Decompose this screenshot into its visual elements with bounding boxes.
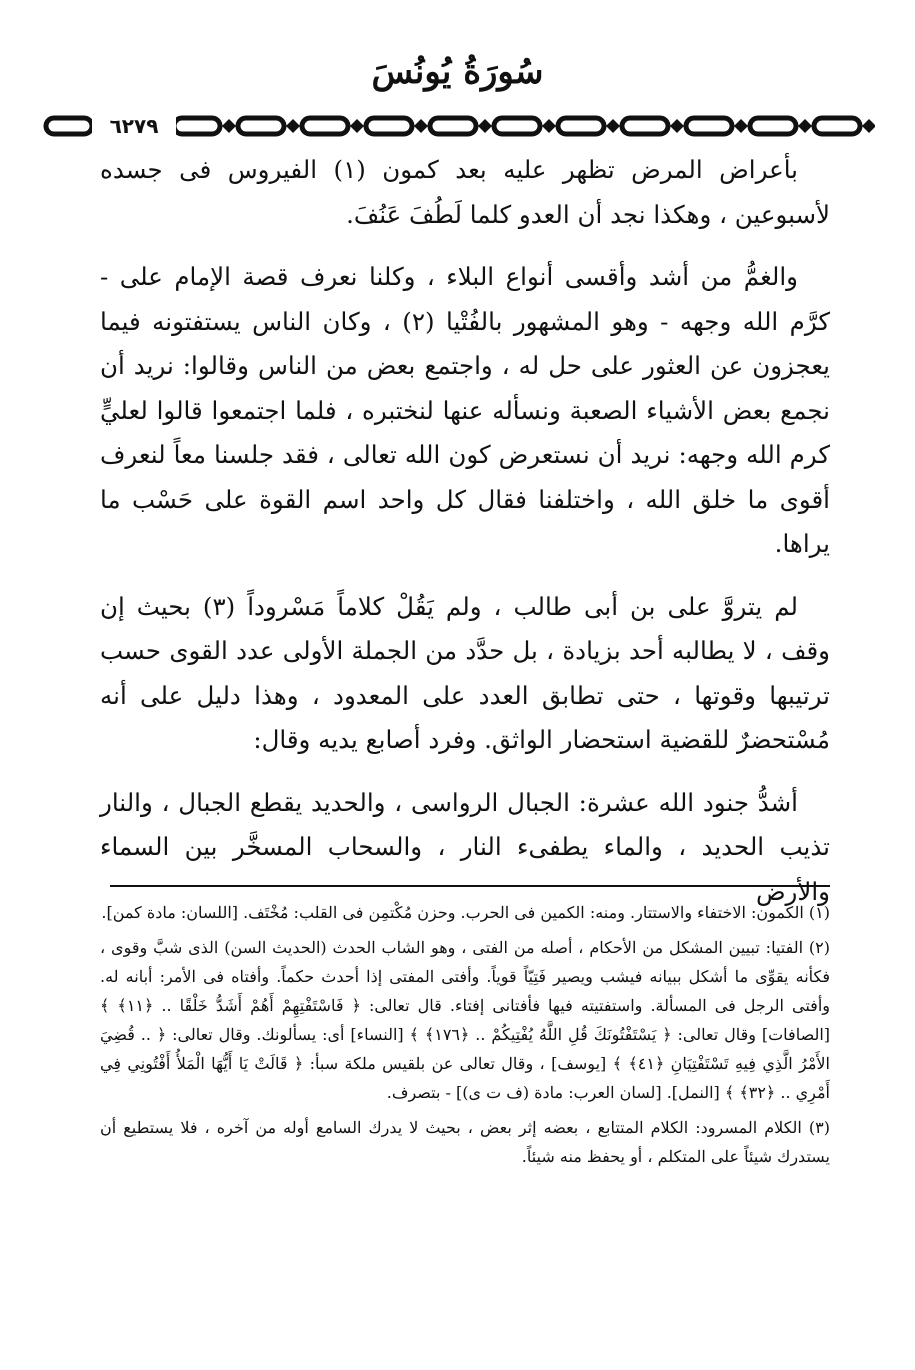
border-oval [494,118,540,134]
paragraph: بأعراض المرض تظهر عليه بعد كمون (١) الفيروس فى جسده لأسبوعين ، وهكذا نجد أن العدو كلما لَطُفَ عَنُفَ. [100,155,830,229]
border-diamond [350,119,364,133]
paragraph: والغمُّ من أشد وأقسى أنواع البلاء ، وكلنا نعرف قصة الإمام على - كرَّم الله وجهه - وهو المشهور بالفُتْيا (٢) ، وكان الناس يستفتونه فيما يعجزون عن العثور على حل له ، واجتمع بعض من الناس وقالوا: نريد أن نجمع بعض الأشياء الصعبة ونسأله عنها لنختبره ، فلما اجتمعوا قالوا لعليٍّ كرم الله وجهه: نريد أن نستعرض كون الله تعالى ، فقد جلسنا معاً لنعرف أقوى ما خلق الله ، واختلفنا فقال كل واحد اسم القوة على حَسْب ما يراها. [100,262,831,558]
border-oval [302,118,348,134]
border-oval [174,118,220,134]
border-oval [46,118,92,134]
border-diamond [222,119,236,133]
footnote: (١) الكمون: الاختفاء والاستتار. ومنه: الكمين فى الحرب. وحزن مُكْتمِن فى القلب: مُخْتَف. [اللسان: مادة كمن]. [101,903,830,922]
border-diamond [542,119,556,133]
surah-title: سُورَةُ يُونُسَ [371,52,544,92]
border-oval [366,118,412,134]
footnote-divider [110,885,830,887]
footnote: (٢) الفتيا: تبيين المشكل من الأحكام ، أصله من الفتى ، وهو الشاب الحدث (الحديث السن) الذى شبَّ وقوى ، فكأنه يقوِّى ما أشكل ببيانه فيشب ويصير فَتِيّاً قوياً. وأفتى المفتى إذا أحدث حكماً. وأفتاه فى الأمر: أبانه له. وأفتى الرجل فى المسألة. واستفتيته فيها فأفتانى إفتاء. قال تعالى: ﴿ فَاسْتَفْتِهِمْ أَهُمْ أَشَدُّ خَلْقًا .. ﴿١١﴾ ﴾ [الصافات] وقال تعالى: ﴿ يَسْتَفْتُونَكَ قُلِ اللَّهُ يُفْتِيكُمْ .. ﴿١٧٦﴾ ﴾ [النساء] أى: يسألونك. وقال تعالى: ﴿ .. قُضِيَ الأَمْرُ الَّذِي فِيهِ تَسْتَفْتِيَانِ ﴿٤١﴾ ﴾ [يوسف] ، وقال تعالى عن بلقيس ملكة سبأ: ﴿ قَالَتْ يَا أَيُّهَا الْمَلأُ أَفْتُونِي فِي أَمْرِي .. ﴿٣٢﴾ ﴾ [النمل]. [لسان العرب: مادة (ف ت ى)] - بتصرف. [100,938,831,1102]
paragraph: أشدُّ جنود الله عشرة: الجبال الرواسى ، والحديد يقطع الجبال ، والنار تذيب الحديد ، والماء يطفىء النار ، والسحاب المسخَّر بين السماء والأرض [100,787,830,906]
border-oval [622,118,668,134]
border-oval [750,118,796,134]
footnotes [100,898,830,1177]
border-oval [238,118,284,134]
border-diamond [798,119,812,133]
border-diamond [862,119,875,133]
border-diamond [478,119,492,133]
main-text [100,148,830,932]
border-oval [430,118,476,134]
paragraph: لم يتروَّ على بن أبى طالب ، ولم يَقُلْ كلاماً مَسْروداً (٣) بحيث إن وقف ، لا يطالبه أحد بزيادة ، بل حدَّد من الجملة الأولى عدد القوى حسب ترتيبها وقوتها ، حتى تطابق العدد على المعدود ، وهذا دليل على أنه مُسْتحضرٌ للقضية استحضار الواثق. وفرد أصابع يديه وقال: [100,591,830,754]
border-diamond [606,119,620,133]
footnote: (٣) الكلام المسرود: الكلام المتتابع ، بعضه إثر بعض ، بحيث لا يدرك السامع أوله من آخره ، فلا يستطيع أن يستدرك شيئاً على المتكلم ، أو يحفظ منه شيئاً. [100,1118,830,1166]
border-oval [686,118,732,134]
border-oval [558,118,604,134]
border-oval [814,118,860,134]
border-diamond [414,119,428,133]
border-diamond [734,119,748,133]
border-diamond [286,119,300,133]
page-number: ٦٢٧٩ [92,112,176,140]
border-diamond [670,119,684,133]
